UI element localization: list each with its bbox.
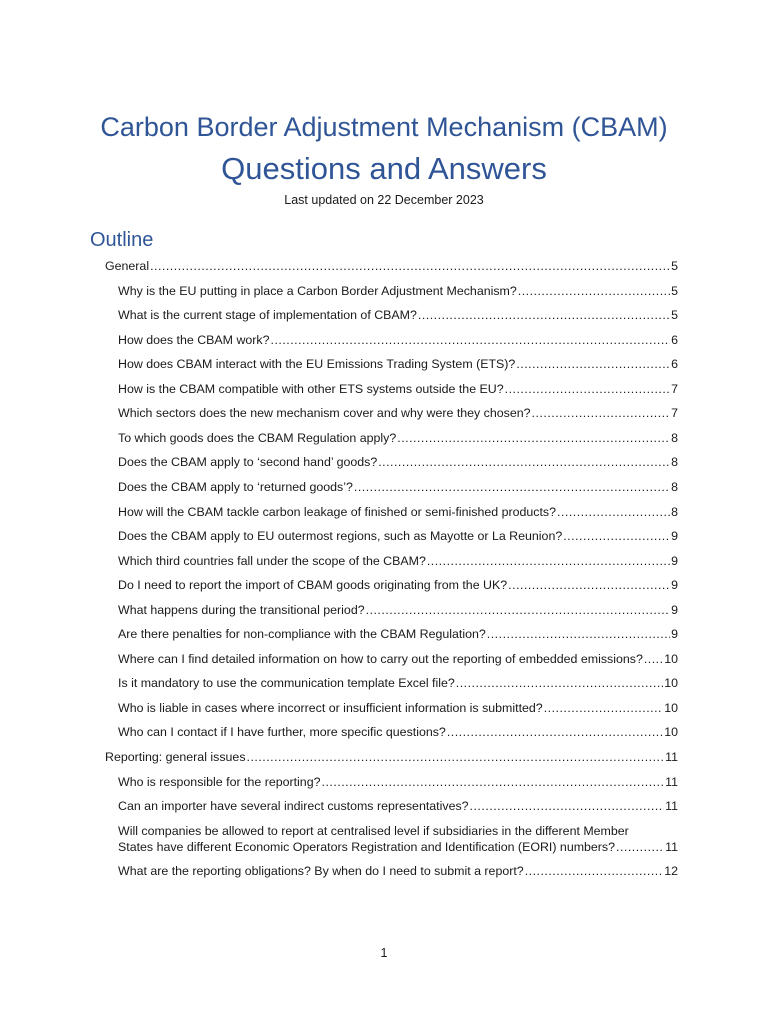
toc-leader-dots: [366, 602, 670, 618]
toc-leader-dots: [378, 454, 670, 470]
toc-leader-dots: [525, 863, 664, 879]
toc-entry-text: How will the CBAM tackle carbon leakage of finished or semi-finished products?: [118, 504, 557, 519]
toc-page-number: 9: [671, 553, 678, 568]
toc-entry-link[interactable]: [118, 823, 678, 855]
toc-page-number: 11: [665, 799, 678, 814]
toc-page-number: 10: [664, 700, 678, 715]
toc-leader-dots: [397, 430, 670, 446]
toc-entry-link[interactable]: [118, 863, 678, 879]
toc-entry-link[interactable]: [118, 405, 678, 421]
toc-entry-text: Which third countries fall under the scope of the CBAM?: [118, 553, 426, 568]
toc-entry-text: Who can I contact if I have further, more specific questions?: [118, 725, 446, 740]
toc-entry-text: How does the CBAM work?: [118, 332, 270, 347]
toc-page-number: 10: [664, 676, 678, 691]
toc-leader-dots: [505, 381, 670, 397]
toc-leader-dots: [557, 504, 670, 520]
toc-entry-link[interactable]: [118, 626, 678, 642]
toc-leader-dots: [150, 258, 670, 274]
toc-page-number: 6: [671, 357, 678, 372]
toc-page-number: 7: [671, 406, 678, 421]
toc-entry-link[interactable]: [118, 454, 678, 470]
toc-page-number: 8: [671, 455, 678, 470]
toc-entry-link[interactable]: [118, 430, 678, 446]
toc-entry-link[interactable]: [118, 356, 678, 372]
toc-entry-text: What is the current stage of implementation of CBAM?: [118, 308, 417, 323]
toc-entry-text: Are there penalties for non-compliance with the CBAM Regulation?: [118, 627, 486, 642]
toc-leader-dots: [271, 332, 671, 348]
last-updated-text: Last updated on 22 December 2023: [284, 193, 484, 207]
toc-entry-link[interactable]: [118, 307, 678, 323]
toc-leader-dots: [418, 307, 670, 323]
toc-entry-link[interactable]: [118, 528, 678, 544]
toc-page-number: 8: [671, 504, 678, 519]
toc-page-number: 7: [671, 381, 678, 396]
toc-entry-text: Will companies be allowed to report at centralised level if subsidiaries in the different Member: [118, 823, 629, 838]
toc-entry-text: How is the CBAM compatible with other ETS systems outside the EU?: [118, 381, 504, 396]
toc-leader-dots: [516, 356, 670, 372]
toc-page-number: 9: [671, 602, 678, 617]
toc-entry-line: [118, 839, 678, 855]
toc-entry-text: Who is responsible for the reporting?: [118, 774, 321, 789]
toc-page-number: 9: [671, 578, 678, 593]
toc-leader-dots: [644, 651, 663, 667]
toc-entry-link[interactable]: [118, 381, 678, 397]
outline-heading: Outline: [90, 229, 154, 251]
toc-entry-text: Does the CBAM apply to EU outermost regions, such as Mayotte or La Reunion?: [118, 529, 563, 544]
toc-page-number: 12: [664, 864, 678, 879]
toc-leader-dots: [487, 626, 670, 642]
toc-entry-link[interactable]: [118, 798, 678, 814]
toc-entry-text: How does CBAM interact with the EU Emissions Trading System (ETS)?: [118, 357, 516, 372]
toc-leader-dots: [518, 283, 670, 299]
toc-leader-dots: [563, 528, 670, 544]
toc-entry-link[interactable]: [118, 283, 678, 299]
toc-leader-dots: [616, 839, 664, 855]
toc-entry-link[interactable]: [118, 700, 678, 716]
toc-leader-dots: [247, 749, 665, 765]
toc-leader-dots: [447, 724, 663, 740]
toc-entry-text: Can an importer have several indirect customs representatives?: [118, 799, 469, 814]
toc-entry-text: Does the CBAM apply to ‘returned goods’?: [118, 480, 353, 494]
toc-entry-text: What are the reporting obligations? By when do I need to submit a report?: [118, 864, 524, 879]
toc-entry-link[interactable]: [118, 675, 678, 691]
document-title: Carbon Border Adjustment Mechanism (CBAM): [100, 112, 668, 142]
toc-page-number: 11: [665, 750, 678, 764]
toc-page-number: 9: [671, 627, 678, 642]
toc-entry-text: Does the CBAM apply to ‘second hand’ goods?: [118, 455, 378, 470]
toc-entry-link[interactable]: [118, 332, 678, 348]
toc-entry-text: General: [105, 259, 150, 273]
toc-page-number: 5: [671, 308, 678, 323]
toc-entry-link[interactable]: [118, 553, 678, 569]
toc-page-number: 6: [671, 332, 678, 347]
toc-entry-link[interactable]: [118, 504, 678, 520]
toc-page-number: 11: [665, 774, 678, 789]
toc-leader-dots: [354, 479, 670, 495]
toc-page-number: 10: [664, 651, 678, 666]
toc-entry-text: States have different Economic Operators Registration and Identification (EORI) numbers?: [118, 839, 616, 854]
toc-page-number: 9: [671, 529, 678, 544]
toc-entry-link[interactable]: [118, 602, 678, 618]
toc-page-number: 11: [665, 839, 678, 854]
toc-entry-text: Is it mandatory to use the communication template Excel file?: [118, 676, 455, 691]
toc-leader-dots: [322, 774, 665, 790]
toc-entry-text: Why is the EU putting in place a Carbon Border Adjustment Mechanism?: [118, 283, 517, 298]
toc-entry-text: Reporting: general issues: [105, 750, 246, 764]
toc-entry-link[interactable]: [118, 577, 678, 593]
toc-page-number: 5: [671, 259, 678, 273]
page-number: 1: [380, 946, 388, 960]
toc-entry-text: Who is liable in cases where incorrect or insufficient information is submitted?: [118, 700, 543, 715]
toc-leader-dots: [470, 798, 665, 814]
toc-entry-text: Where can I find detailed information on how to carry out the reporting of embedded emissions?: [118, 651, 643, 666]
toc-entry-link[interactable]: [118, 774, 678, 790]
toc-entry-text: Which sectors does the new mechanism cover and why were they chosen?: [118, 406, 531, 421]
toc-page-number: 10: [664, 725, 678, 740]
toc-section-link[interactable]: [105, 749, 678, 765]
toc-page-number: 8: [671, 430, 678, 445]
toc-page-number: 5: [671, 283, 678, 298]
toc-leader-dots: [456, 675, 663, 691]
toc-entry-link[interactable]: [118, 651, 678, 667]
toc-entry-text: To which goods does the CBAM Regulation apply?: [118, 430, 397, 445]
toc-entry-text: What happens during the transitional period?: [118, 602, 365, 617]
toc-leader-dots: [427, 553, 670, 569]
toc-entry-link[interactable]: [118, 479, 678, 495]
toc-leader-dots: [532, 405, 671, 421]
toc-section-link[interactable]: [105, 258, 678, 274]
toc-leader-dots: [508, 577, 670, 593]
toc-entry-link[interactable]: [118, 724, 678, 740]
toc-entry-text: Do I need to report the import of CBAM goods originating from the UK?: [118, 578, 508, 593]
toc-leader-dots: [544, 700, 664, 716]
toc-page-number: 8: [671, 480, 678, 494]
document-subtitle: Questions and Answers: [221, 151, 547, 186]
